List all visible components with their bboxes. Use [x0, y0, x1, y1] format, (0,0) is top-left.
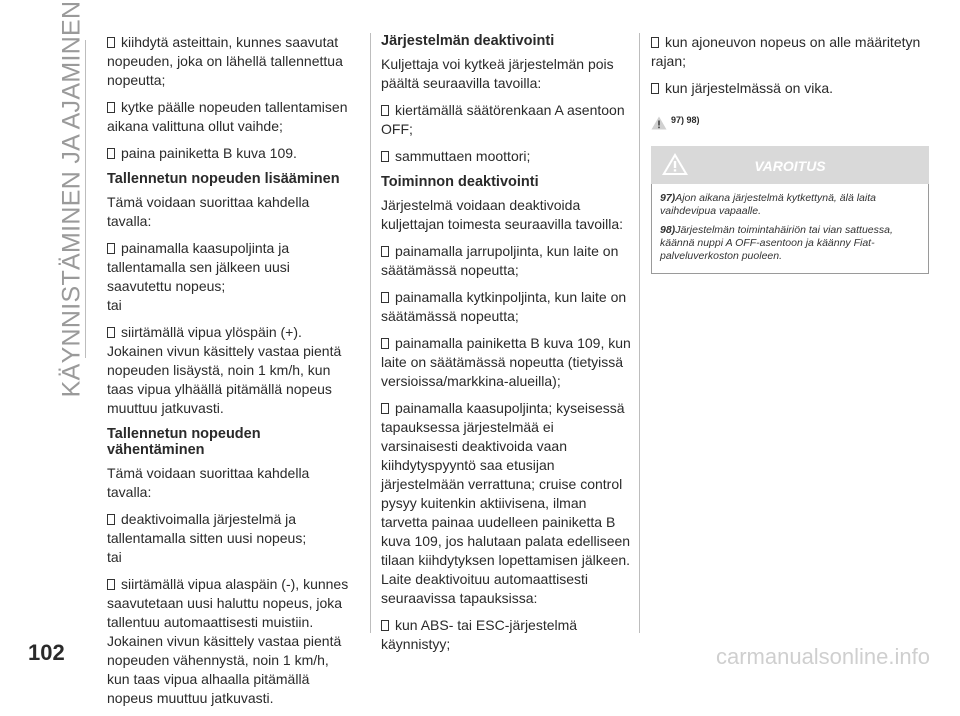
- bullet-item: siirtämällä vipua alaspäin (-), kunnes saavutetaan uusi haluttu nopeus, joka tallentuu automaattisesti muistiin. Jokainen vivun käsittely vastaa pientä nopeuden vähennystä, noin 1 km/h, kun taas vipua alhaalla pitämällä nopeus muuttuu jatkuvasti.: [107, 576, 349, 706]
- bullet-box-icon: [381, 151, 389, 162]
- bullet-box-icon: [651, 83, 659, 94]
- bullet-item: kun ABS- tai ESC-järjestelmä käynnistyy;: [381, 617, 578, 652]
- bullet-box-icon: [381, 105, 389, 116]
- bullet-item: painamalla kaasupoljinta; kyseisessä tapauksessa järjestelmää ei varsinaisesti deaktivoida vaan kiihdytyspyyntö saa etusijan järjestelmään verrattuna; cruise control pysyy kuitenkin aktiivisena, ilman tarvetta painaa uudelleen painiketta B kuva 109, jos halutaan palata edelliseen tilaan kiihdytyksen lopettamisen jälkeen. Laite deaktivoituu automaattisesti seuraavissa tapauksissa:: [381, 400, 631, 606]
- caution-title: VAROITUS: [754, 158, 826, 174]
- bullet-box-icon: [107, 37, 115, 48]
- section-heading: Järjestelmän deaktivointi: [381, 33, 555, 49]
- chapter-title-text: KÄYNNISTÄMINEN JA AJAMINEN: [57, 0, 86, 398]
- bullet-box-icon: [651, 37, 659, 48]
- bullet-box-icon: [381, 246, 389, 257]
- caution-header: [651, 146, 929, 184]
- section-heading: Tallennetun nopeuden lisääminen: [107, 171, 340, 187]
- bullet-box-icon: [381, 338, 389, 349]
- bullet-item: painamalla painiketta B kuva 109, kun laite on säätämässä nopeutta (tietyissä versioissa/markkina-alueilla);: [381, 335, 631, 389]
- section-heading: Tallennetun nopeuden vähentäminen: [107, 426, 261, 458]
- chapter-divider: [85, 40, 86, 358]
- warning-item: 98)Järjestelmän toimintahäiriön tai vian sattuessa, käännä nuppi A OFF-asentoon ja käänny Fiat-palveluverkoston puoleen.: [660, 224, 893, 262]
- bullet-item: siirtämällä vipua ylöspäin (+). Jokainen vivun käsittely vastaa pientä nopeuden lisäystä, noin 1 km/h, kun taas vipua ylhäällä pitämällä nopeus muuttuu jatkuvasti.: [107, 324, 342, 416]
- caution-body: [651, 184, 929, 274]
- bullet-item: painamalla kytkinpoljinta, kun laite on säätämässä nopeutta;: [381, 289, 627, 324]
- bullet-item: kiihdytä asteittain, kunnes saavutat nopeuden, joka on lähellä tallennettua nopeutta;: [107, 34, 343, 88]
- paragraph: Tämä voidaan suorittaa kahdella tavalla:: [107, 194, 310, 229]
- bullet-box-icon: [381, 620, 389, 631]
- bullet-item: painamalla jarrupoljinta, kun laite on säätämässä nopeutta;: [381, 243, 619, 278]
- paragraph: Tämä voidaan suorittaa kahdella tavalla:: [107, 465, 310, 500]
- page-number: 102: [28, 640, 65, 665]
- watermark: carmanualsonline.info: [715, 644, 930, 669]
- bullet-item: kiertämällä säätörenkaan A asentoon OFF;: [381, 102, 625, 137]
- bullet-box-icon: [107, 148, 115, 159]
- column-divider-1: [370, 33, 371, 633]
- paragraph: Kuljettaja voi kytkeä järjestelmän pois päältä seuraavilla tavoilla:: [381, 56, 614, 91]
- bullet-item: kun ajoneuvon nopeus on alle määritetyn rajan;: [651, 34, 921, 69]
- bullet-item: kytke päälle nopeuden tallentamisen aikana valittuna ollut vaihde;: [107, 99, 348, 134]
- column-1: [107, 33, 355, 716]
- bullet-box-icon: [107, 579, 115, 590]
- warning-reference: [651, 106, 929, 130]
- bullet-item: paina painiketta B kuva 109.: [107, 144, 355, 163]
- column-2: [381, 33, 631, 662]
- chapter-title: [52, 0, 92, 398]
- warning-refs: 97) 98): [671, 115, 700, 125]
- column-divider-2: [639, 33, 640, 633]
- bullet-box-icon: [107, 102, 115, 113]
- bullet-box-icon: [381, 403, 389, 414]
- bullet-item: sammuttaen moottori;: [381, 147, 631, 166]
- bullet-box-icon: [381, 292, 389, 303]
- bullet-box-icon: [107, 327, 115, 338]
- column-3: [651, 33, 929, 274]
- bullet-box-icon: [107, 243, 115, 254]
- bullet-box-icon: [107, 514, 115, 525]
- warning-triangle-icon: [651, 116, 667, 130]
- bullet-item: kun järjestelmässä on vika.: [651, 79, 929, 98]
- bullet-item: painamalla kaasupoljinta ja tallentamalla sen jälkeen uusi saavutettu nopeus; tai: [107, 240, 290, 313]
- paragraph: Järjestelmä voidaan deaktivoida kuljettajan toimesta seuraavilla tavoilla:: [381, 197, 624, 232]
- section-heading: Toiminnon deaktivointi: [381, 174, 539, 190]
- warning-item: 97)Ajon aikana järjestelmä kytkettynä, älä laita vaihdevipua vapaalle.: [660, 192, 876, 217]
- bullet-item: deaktivoimalla järjestelmä ja tallentamalla sitten uusi nopeus; tai: [107, 511, 307, 565]
